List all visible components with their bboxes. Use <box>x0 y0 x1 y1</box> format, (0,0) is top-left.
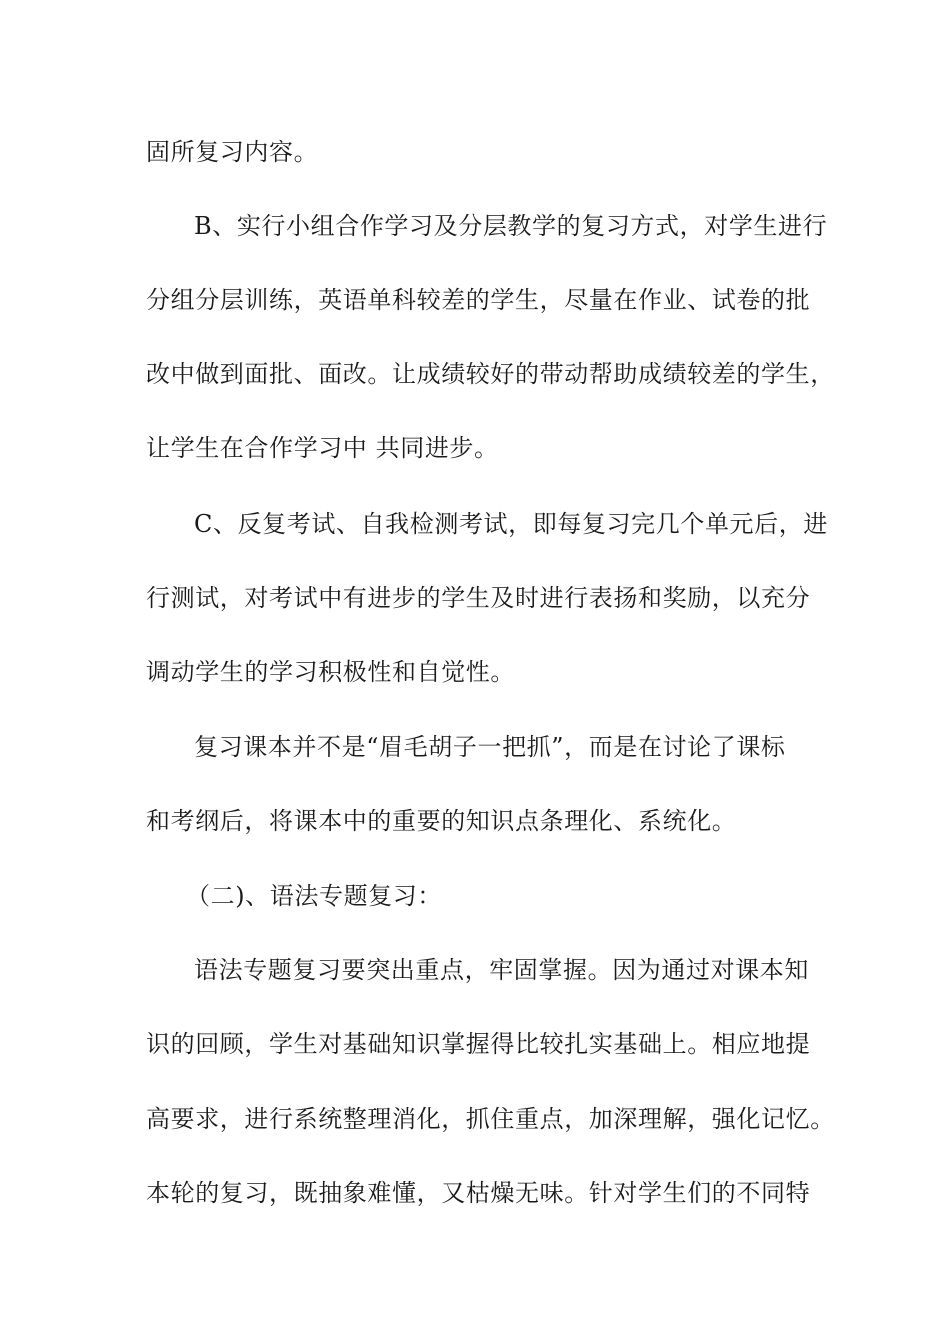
text-line: 调动学生的学习积极性和自觉性。 <box>146 658 515 686</box>
text-line: C、反复考试、自我检测考试，即每复习完几个单元后，进 <box>194 510 828 538</box>
text-line: 高要求，进行系统整理消化，抓住重点，加深理解，强化记忆。 <box>146 1105 835 1133</box>
text-line: 和考纲后，将课本中的重要的知识点条理化、系统化。 <box>146 807 737 835</box>
text-line: B、实行小组合作学习及分层教学的复习方式，对学生进行 <box>194 212 828 240</box>
text-line: 行测试，对考试中有进步的学生及时进行表扬和奖励，以充分 <box>146 584 811 612</box>
text-line: 分组分层训练，英语单科较差的学生，尽量在作业、试卷的批 <box>146 286 811 314</box>
text-line: 让学生在合作学习中 共同进步。 <box>146 434 499 462</box>
text-line: 固所复习内容。 <box>146 138 319 166</box>
text-line: 语法专题复习要突出重点，牢固掌握。因为通过对课本知 <box>194 956 809 984</box>
text-line: 本轮的复习，既抽象难懂，又枯燥无味。针对学生们的不同特 <box>146 1179 811 1207</box>
text-line: 改中做到面批、面改。让成绩较好的带动帮助成绩较差的学生， <box>146 360 835 388</box>
section-heading: （二)、语法专题复习： <box>186 882 442 910</box>
text-line: 复习课本并不是“眉毛胡子一把抓”，而是在讨论了课标 <box>194 733 786 761</box>
text-line: 识的回顾，学生对基础知识掌握得比较扎实基础上。相应地提 <box>146 1030 811 1058</box>
